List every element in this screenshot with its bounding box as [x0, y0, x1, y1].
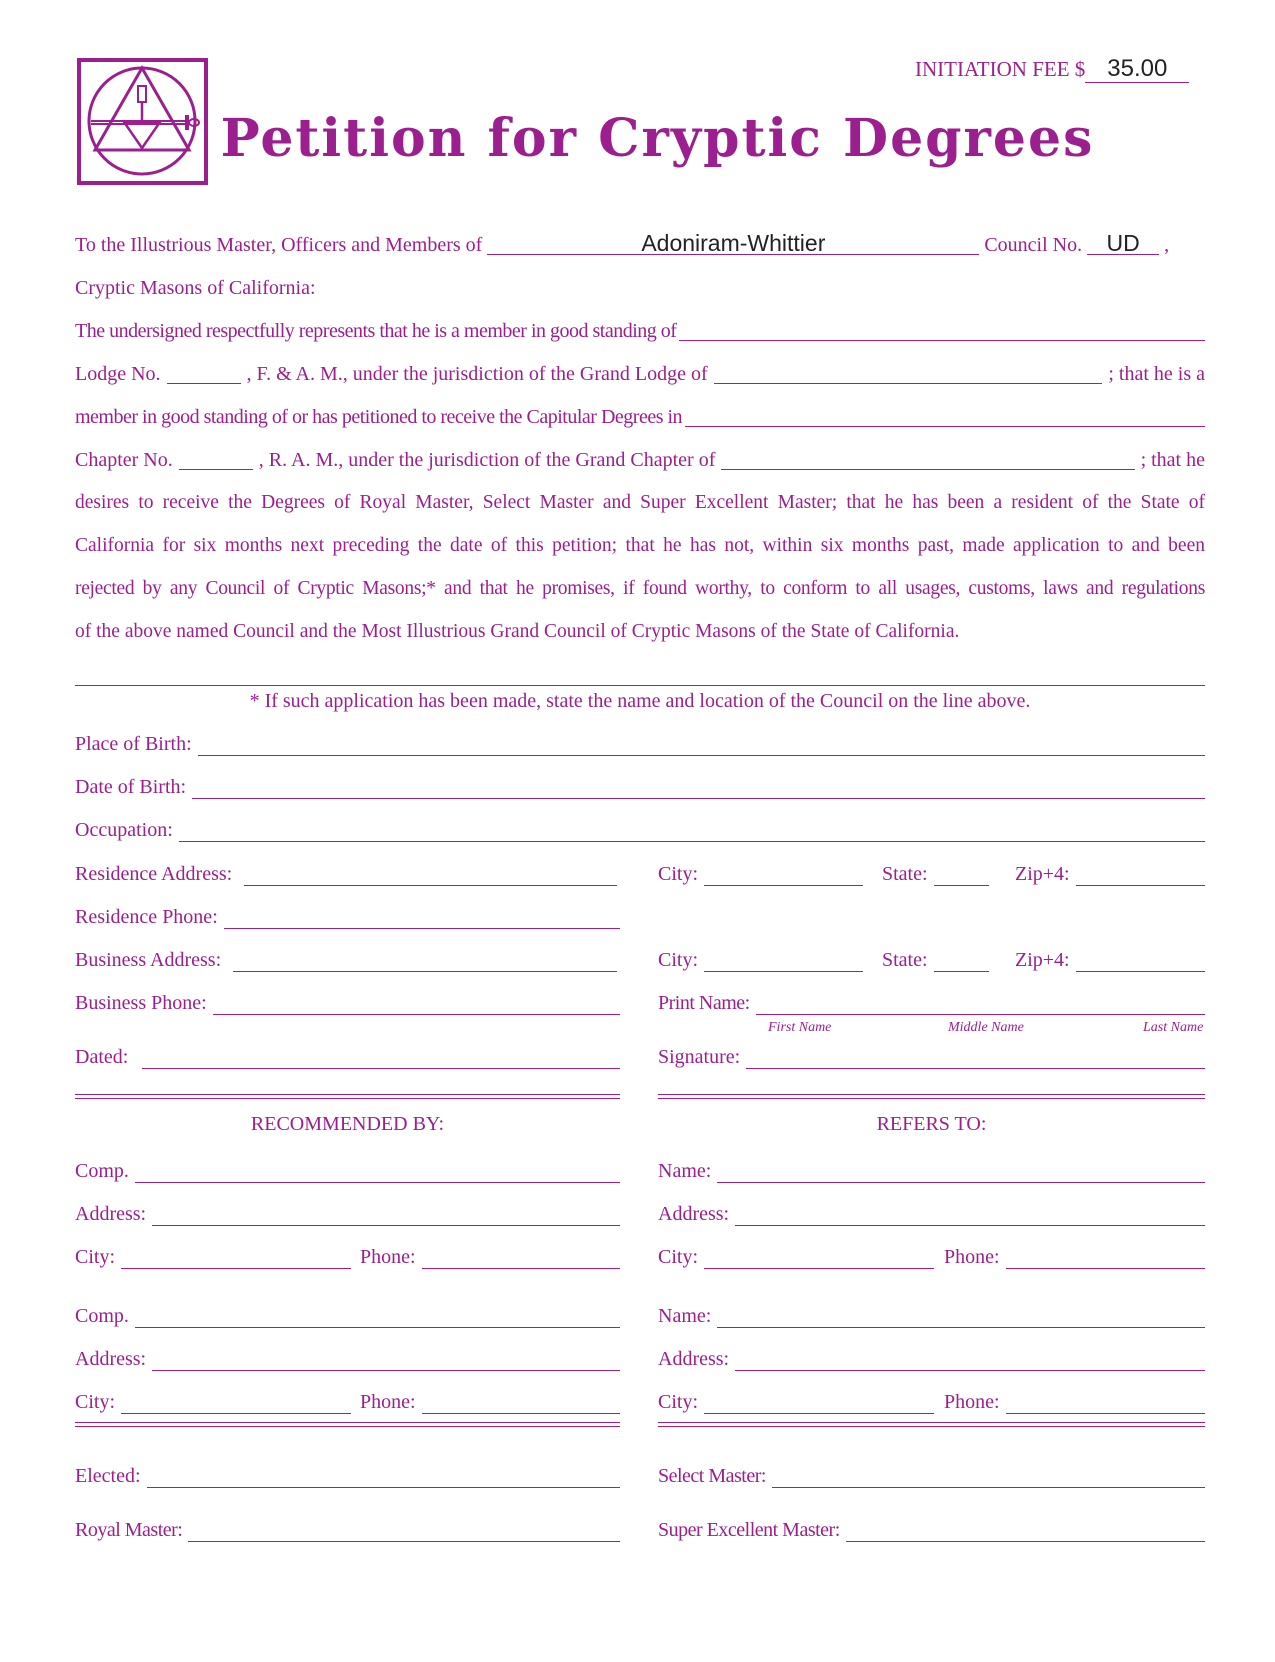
body-text: ; that he is a — [1108, 363, 1205, 385]
field-label: Zip+4: — [1015, 949, 1070, 971]
body-line-1 — [75, 227, 1205, 263]
recommender-2-city-field[interactable] — [75, 1384, 351, 1414]
reference-2-phone-field[interactable] — [944, 1384, 1205, 1414]
signature-field[interactable] — [658, 1039, 1205, 1069]
reference-1-address-field[interactable] — [658, 1196, 1205, 1226]
field-line[interactable] — [1076, 863, 1205, 886]
divider — [658, 1422, 1205, 1427]
body-line-4 — [75, 356, 1205, 392]
field-label: Super Excellent Master: — [658, 1519, 840, 1541]
business-address-field[interactable] — [75, 942, 617, 972]
field-line[interactable] — [135, 1160, 620, 1183]
reference-1-phone-field[interactable] — [944, 1239, 1205, 1269]
field-line[interactable] — [1076, 949, 1205, 972]
field-line[interactable] — [179, 819, 1205, 842]
residence-phone-field[interactable] — [75, 899, 620, 929]
body-text: ; that he — [1140, 449, 1205, 471]
field-label: City: — [658, 863, 699, 885]
field-line[interactable] — [213, 992, 620, 1015]
field-line[interactable] — [704, 949, 863, 972]
field-line[interactable] — [934, 949, 989, 972]
last-name-caption: Last Name — [1143, 1020, 1204, 1035]
body-text: Lodge No. — [75, 363, 161, 385]
field-line[interactable] — [152, 1348, 620, 1371]
field-label: Royal Master: — [75, 1519, 183, 1541]
grand-lodge-field[interactable] — [714, 361, 1103, 384]
initiation-fee — [915, 56, 1189, 83]
field-label: Residence Phone: — [75, 906, 218, 928]
field-line[interactable] — [121, 1246, 351, 1269]
field-label: Select Master: — [658, 1465, 766, 1487]
body-text: , — [1164, 234, 1170, 256]
field-label: Residence Address: — [75, 863, 233, 885]
field-line[interactable] — [1006, 1391, 1205, 1414]
body-text: Council No. — [984, 234, 1083, 256]
body-line-3 — [75, 313, 1205, 349]
field-line[interactable] — [198, 733, 1205, 756]
field-line[interactable] — [704, 1246, 934, 1269]
recommender-1-phone-field[interactable] — [360, 1239, 620, 1269]
residence-zip-field[interactable] — [1015, 856, 1205, 886]
field-line[interactable] — [147, 1465, 620, 1488]
field-label: City: — [75, 1246, 116, 1268]
field-label: Elected: — [75, 1465, 141, 1487]
body-text: To the Illustrious Master, Officers and Members of — [75, 234, 483, 256]
business-zip-field[interactable] — [1015, 942, 1205, 972]
field-line[interactable] — [934, 863, 989, 886]
body-text: Chapter No. — [75, 449, 173, 471]
field-line[interactable] — [244, 863, 617, 886]
field-line[interactable] — [224, 906, 620, 929]
first-name-caption: First Name — [768, 1020, 832, 1035]
body-line-2: Cryptic Masons of California: — [75, 277, 316, 299]
residence-city-field[interactable] — [658, 856, 863, 886]
field-label: City: — [658, 1391, 699, 1413]
print-name-field[interactable] — [658, 985, 1205, 1015]
date-of-birth-field[interactable] — [75, 769, 1205, 799]
field-line[interactable] — [188, 1519, 620, 1542]
field-label: Phone: — [360, 1391, 416, 1413]
lodge-name-field[interactable] — [679, 318, 1205, 341]
field-line[interactable] — [192, 776, 1205, 799]
field-label: Date of Birth: — [75, 776, 187, 798]
body-text: The undersigned respectfully represents that he is a member in good standing of — [75, 320, 677, 342]
field-label: Comp. — [75, 1305, 129, 1327]
field-line[interactable] — [233, 949, 617, 972]
field-label: Zip+4: — [1015, 863, 1070, 885]
field-label: Address: — [658, 1203, 730, 1225]
field-label: Business Address: — [75, 949, 222, 971]
initiation-fee-label: INITIATION FEE $ — [915, 57, 1086, 81]
field-label: Address: — [75, 1203, 147, 1225]
body-line-5 — [75, 399, 1205, 435]
field-label: City: — [658, 949, 699, 971]
divider — [75, 1422, 620, 1427]
field-line[interactable] — [717, 1305, 1205, 1328]
field-line[interactable] — [1006, 1246, 1205, 1269]
business-phone-field[interactable] — [75, 985, 620, 1015]
field-line[interactable] — [152, 1203, 620, 1226]
reference-1-city-field[interactable] — [658, 1239, 934, 1269]
field-line[interactable] — [746, 1046, 1205, 1069]
field-line[interactable] — [735, 1203, 1205, 1226]
field-line[interactable] — [422, 1246, 620, 1269]
field-label: State: — [882, 949, 928, 971]
place-of-birth-field[interactable] — [75, 726, 1205, 756]
recommender-1-address-field[interactable] — [75, 1196, 620, 1226]
chapter-number-field[interactable] — [179, 447, 253, 470]
business-state-field[interactable] — [882, 942, 989, 972]
field-line[interactable] — [756, 992, 1205, 1015]
field-line[interactable] — [422, 1391, 620, 1414]
body-text: , F. & A. M., under the jurisdiction of the Grand Lodge of — [246, 363, 708, 385]
field-label: State: — [882, 863, 928, 885]
body-text: member in good standing of or has petitioned to receive the Capitular Degrees in — [75, 406, 683, 428]
field-line[interactable] — [717, 1160, 1205, 1183]
prior-application-line[interactable] — [75, 685, 1205, 686]
field-label: City: — [75, 1391, 116, 1413]
field-label: Name: — [658, 1160, 712, 1182]
body-text: , R. A. M., under the jurisdiction of the Grand Chapter of — [258, 449, 716, 471]
council-name-field[interactable]: Adoniram-Whittier — [487, 232, 979, 255]
select-master-field[interactable] — [658, 1458, 1205, 1488]
field-label: Dated: — [75, 1046, 129, 1068]
occupation-field[interactable] — [75, 812, 1205, 842]
body-line-7: desires to receive the Degrees of Royal Master, Select Master and Super Excellent Master; that he has been a resident of the State of — [75, 492, 1205, 513]
field-label: Address: — [658, 1348, 730, 1370]
field-label: Phone: — [944, 1391, 1000, 1413]
body-line-6 — [75, 442, 1205, 478]
field-label: Print Name: — [658, 992, 750, 1014]
reference-2-address-field[interactable] — [658, 1341, 1205, 1371]
field-label: Name: — [658, 1305, 712, 1327]
recommender-1-comp-field[interactable] — [75, 1153, 620, 1183]
lodge-number-field[interactable] — [167, 361, 241, 384]
recommender-2-phone-field[interactable] — [360, 1384, 620, 1414]
field-line[interactable] — [704, 1391, 934, 1414]
royal-master-field[interactable] — [75, 1512, 620, 1542]
field-line[interactable] — [121, 1391, 351, 1414]
field-label: Phone: — [360, 1246, 416, 1268]
capitular-field[interactable] — [685, 404, 1205, 427]
divider — [75, 1094, 620, 1099]
middle-name-caption: Middle Name — [948, 1020, 1024, 1035]
reference-1-name-field[interactable] — [658, 1153, 1205, 1183]
divider — [658, 1094, 1205, 1099]
recommender-2-comp-field[interactable] — [75, 1298, 620, 1328]
field-label: Signature: — [658, 1046, 741, 1068]
field-line[interactable] — [772, 1465, 1205, 1488]
field-label: Phone: — [944, 1246, 1000, 1268]
field-label: Occupation: — [75, 819, 173, 841]
super-excellent-master-field[interactable] — [658, 1512, 1205, 1542]
field-label: City: — [658, 1246, 699, 1268]
body-line-8: California for six months next preceding the date of this petition; that he has not, within six months past, made application to and been — [75, 535, 1205, 556]
recommended-by-heading: RECOMMENDED BY: — [250, 1113, 445, 1135]
field-label: Address: — [75, 1348, 147, 1370]
field-line[interactable] — [735, 1348, 1205, 1371]
field-label: Place of Birth: — [75, 733, 192, 755]
field-line[interactable] — [846, 1519, 1205, 1542]
body-line-9: rejected by any Council of Cryptic Masons;* and that he promises, if found worthy, to conform to all usages, customs, laws and regulations — [75, 578, 1205, 599]
residence-address-field[interactable] — [75, 856, 617, 886]
dated-field[interactable] — [75, 1039, 620, 1069]
field-line[interactable] — [704, 863, 863, 886]
page-title: Petition for Cryptic Degrees — [220, 108, 1095, 169]
field-line[interactable] — [142, 1046, 620, 1069]
initiation-fee-value[interactable]: 35.00 — [1085, 56, 1189, 83]
elected-field[interactable] — [75, 1458, 620, 1488]
recommender-2-address-field[interactable] — [75, 1341, 620, 1371]
field-label: Business Phone: — [75, 992, 207, 1014]
field-label: Comp. — [75, 1160, 129, 1182]
refers-to-heading: REFERS TO: — [876, 1113, 987, 1135]
council-number-field[interactable]: UD — [1087, 232, 1159, 255]
business-city-field[interactable] — [658, 942, 863, 972]
reference-2-name-field[interactable] — [658, 1298, 1205, 1328]
grand-chapter-field[interactable] — [721, 447, 1134, 470]
recommender-1-city-field[interactable] — [75, 1239, 351, 1269]
residence-state-field[interactable] — [882, 856, 989, 886]
reference-2-city-field[interactable] — [658, 1384, 934, 1414]
field-line[interactable] — [135, 1305, 620, 1328]
body-line-10: of the above named Council and the Most Illustrious Grand Council of Cryptic Masons of the State of California. — [75, 621, 960, 642]
footnote: * If such application has been made, state the name and location of the Council on the line above. — [249, 690, 1031, 712]
